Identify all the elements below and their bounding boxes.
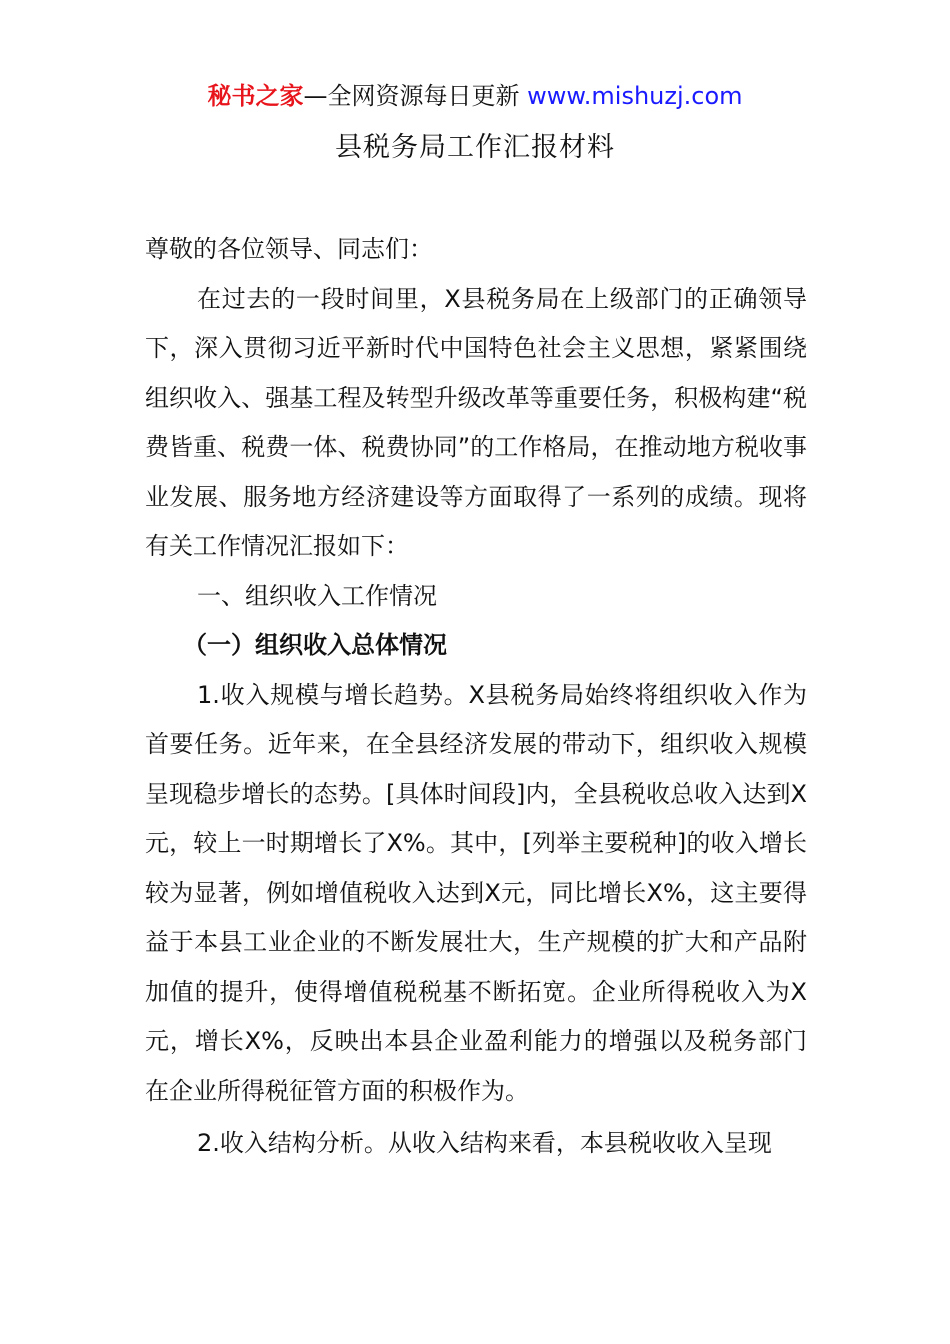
subsection-heading: （一）组织收入总体情况 [183, 631, 447, 659]
salutation: 尊敬的各位领导、同志们： [145, 235, 433, 263]
site-tagline: —全网资源每日更新 [303, 82, 528, 110]
site-header [0, 80, 950, 112]
document-body [145, 225, 807, 1169]
section-heading: 一、组织收入工作情况 [197, 581, 437, 610]
site-brand: 秘书之家 [207, 82, 304, 110]
body-paragraph-2: 2.收入结构分析。从收入结构来看，本县税收收入呈现 [197, 1129, 772, 1157]
site-url-link[interactable]: www.mishuzj.com [527, 82, 743, 110]
body-paragraph-1: 1.收入规模与增长趋势。X县税务局始终将组织收入作为首要任务。近年来，在全县经济发展的带动下，组织收入规模呈现稳步增长的态势。[具体时间段]内，全县税收总收入达到X元，较上一时期增长了X%。其中，[列举主要税种]的收入增长较为显著，例如增值税收入达到X元，同比增长X%，这主要得益于本县工业企业的不断发展壮大，生产规模的扩大和产品附加值的提升，使得增值税税基不断拓宽。企业所得税收入为X元，增长X%，反映出本县企业盈利能力的增强以及税务部门在企业所得税征管方面的积极作为。 [145, 680, 807, 1105]
intro-paragraph: 在过去的一段时间里，X县税务局在上级部门的正确领导下，深入贯彻习近平新时代中国特色社会主义思想，紧紧围绕组织收入、强基工程及转型升级改革等重要任务，积极构建“税费皆重、税费一体、税费协同”的工作格局，在推动地方税收事业发展、服务地方经济建设等方面取得了一系列的成绩。现将有关工作情况汇报如下： [145, 284, 807, 560]
document-title: 县税务局工作汇报材料 [335, 132, 615, 163]
